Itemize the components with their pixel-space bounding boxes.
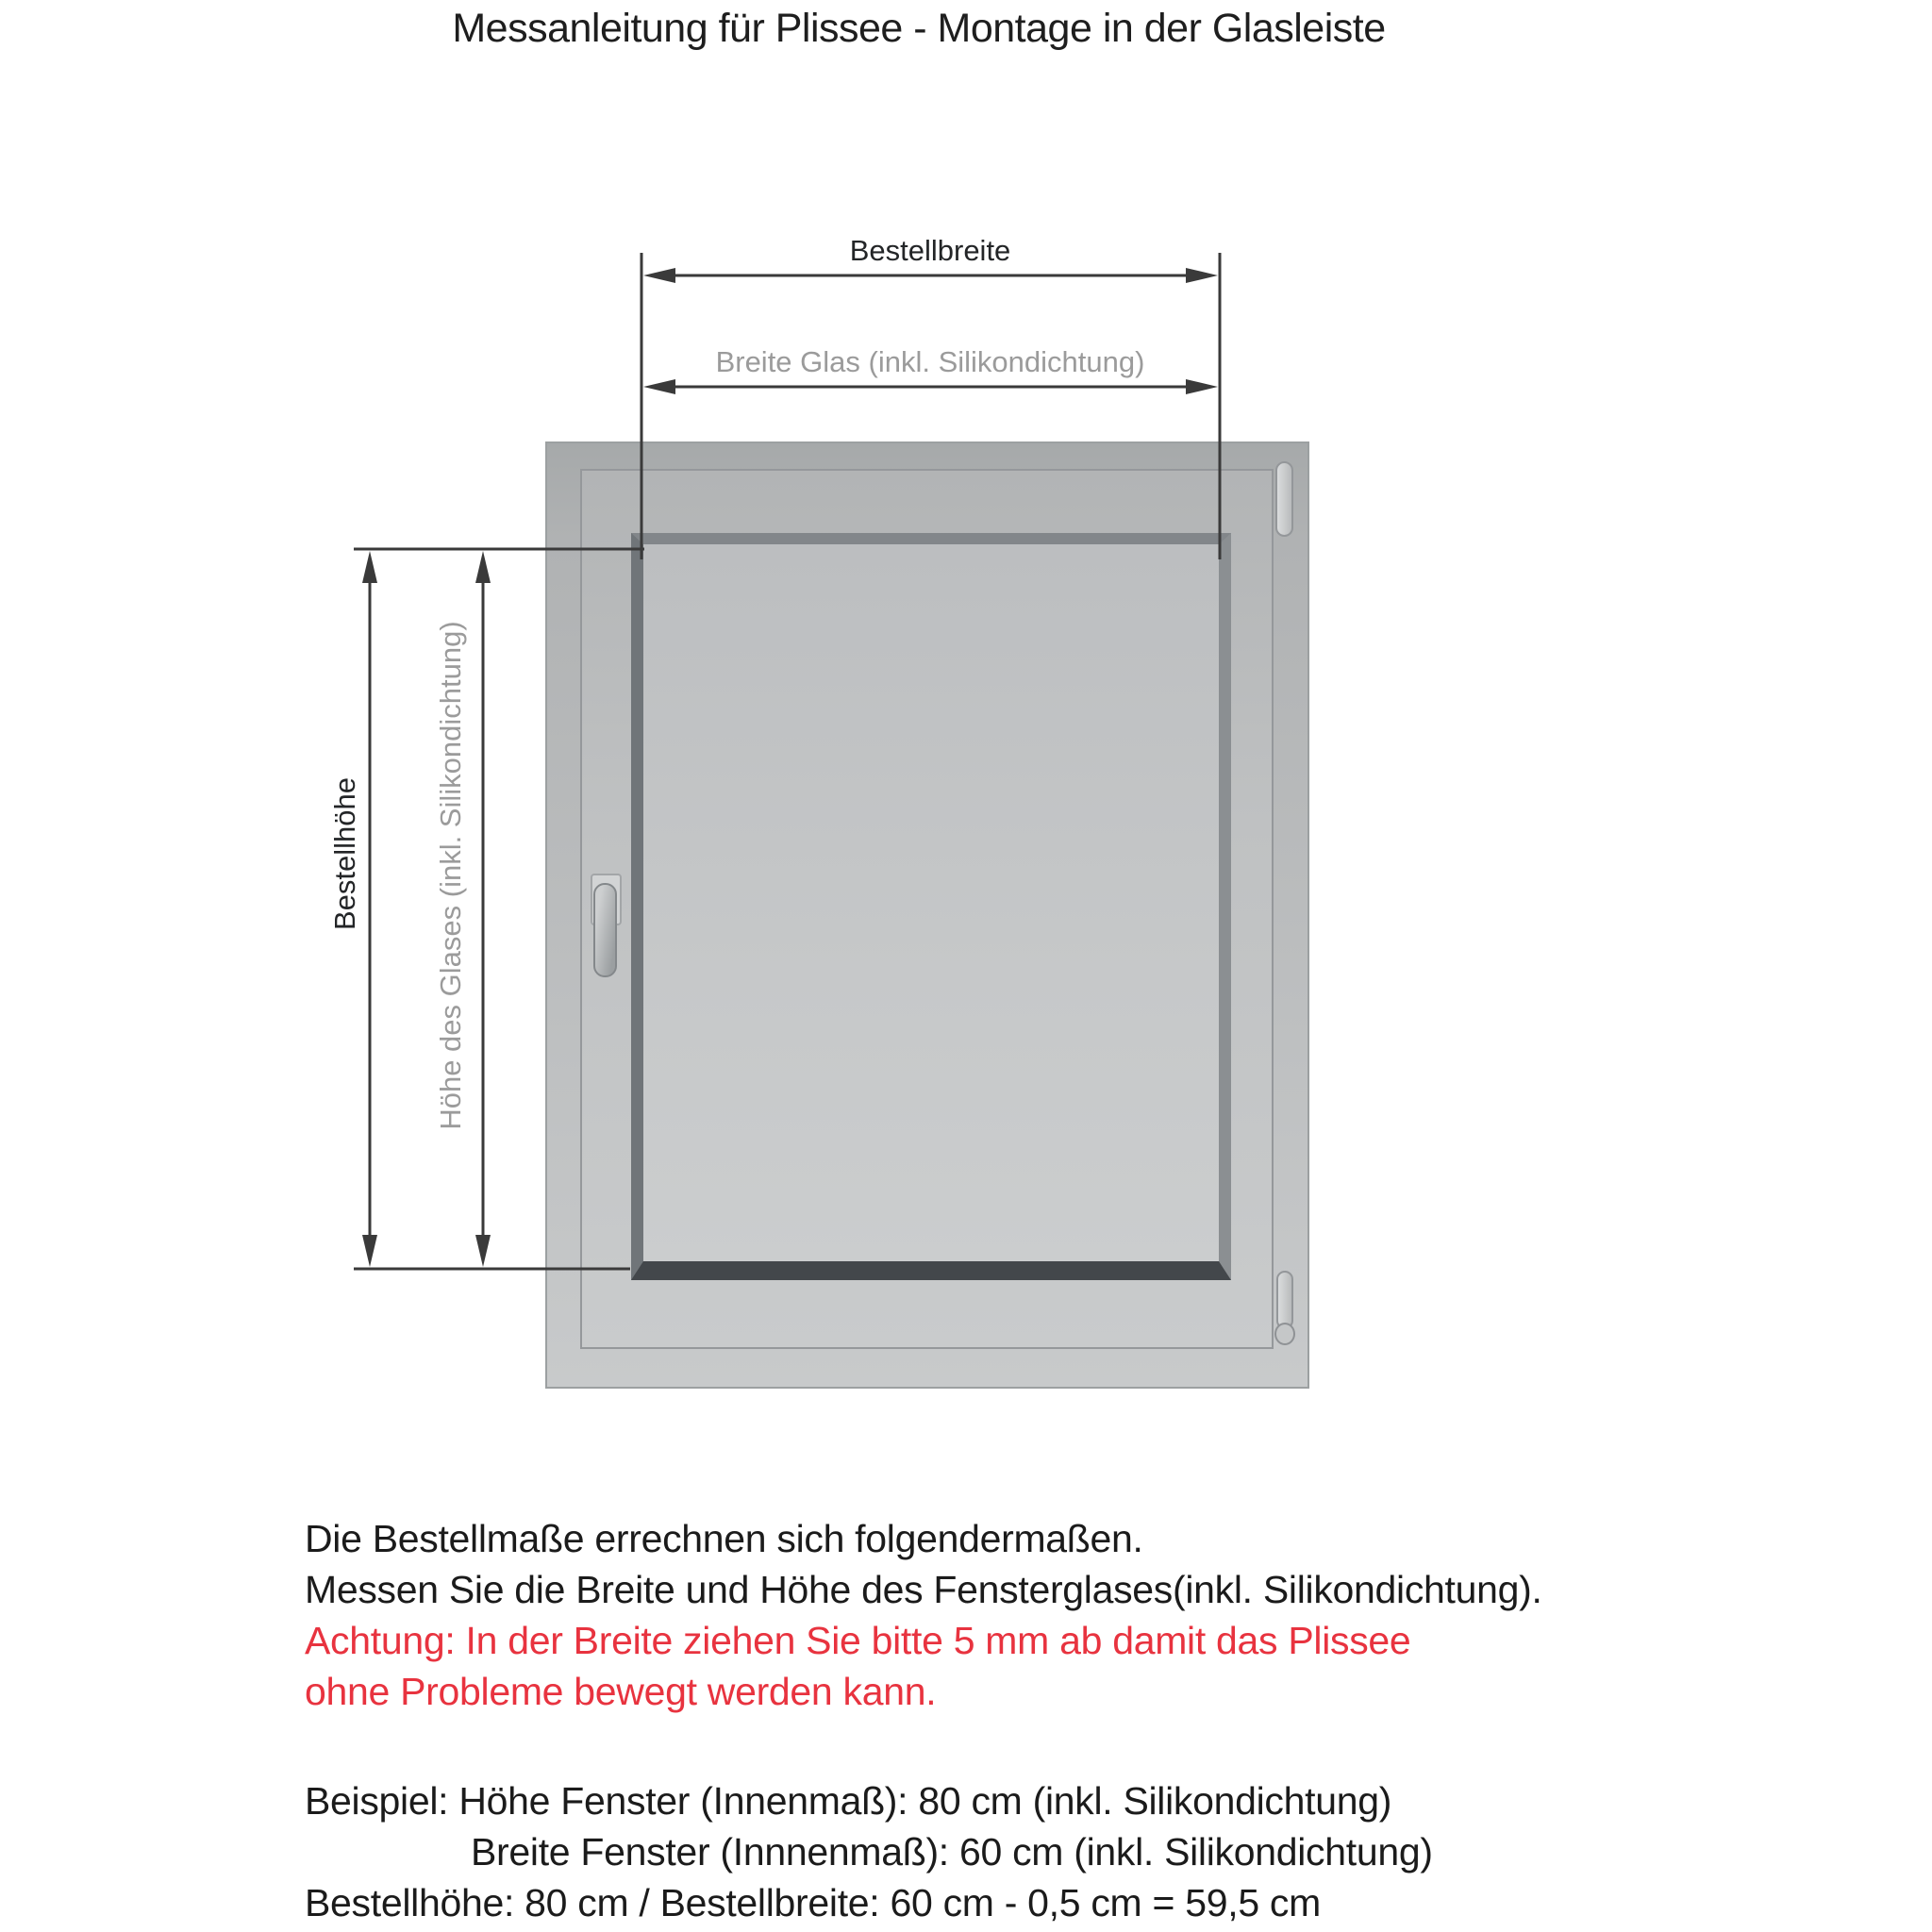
glass-width-label: Breite Glas (inkl. Silikondichtung): [715, 345, 1145, 378]
warning-line: ohne Probleme bewegt werden kann.: [305, 1670, 937, 1713]
glass-height-label: Höhe des Glases (inkl. Silikondichtung): [434, 621, 467, 1130]
instruction-text: [305, 1513, 1542, 1717]
order-width-arrow: [643, 268, 1218, 283]
glass-height-arrow: [475, 551, 491, 1267]
window-handle-icon: [593, 883, 617, 977]
order-height-arrow: [362, 551, 377, 1267]
example-width-line: Breite Fenster (Innnenmaß): 60 cm (inkl. Silikondichtung): [471, 1830, 1433, 1874]
order-height-label: Bestellhöhe: [328, 776, 361, 931]
example-height-line: Beispiel: Höhe Fenster (Innenmaß): 80 cm (inkl. Silikondichtung): [305, 1779, 1392, 1823]
instruction-line: Messen Sie die Breite und Höhe des Fensterglases(inkl. Silikondichtung).: [305, 1568, 1542, 1611]
example-result-line: Bestellhöhe: 80 cm / Bestellbreite: 60 cm - 0,5 cm = 59,5 cm: [305, 1881, 1321, 1924]
instruction-line: Die Bestellmaße errechnen sich folgendermaßen.: [305, 1517, 1143, 1560]
hinge-top-icon: [1275, 461, 1293, 537]
glass-width-arrow: [643, 379, 1218, 394]
order-width-label: Bestellbreite: [849, 234, 1011, 267]
hinge-knob-icon: [1274, 1323, 1295, 1345]
example-text: [305, 1775, 1433, 1928]
warning-line: Achtung: In der Breite ziehen Sie bitte 5 mm ab damit das Plissee: [305, 1619, 1411, 1662]
page-title: Messanleitung für Plissee - Montage in der Glasleiste: [452, 6, 1386, 51]
window-glass: [631, 533, 1231, 1280]
hinge-bottom-icon: [1276, 1271, 1293, 1329]
